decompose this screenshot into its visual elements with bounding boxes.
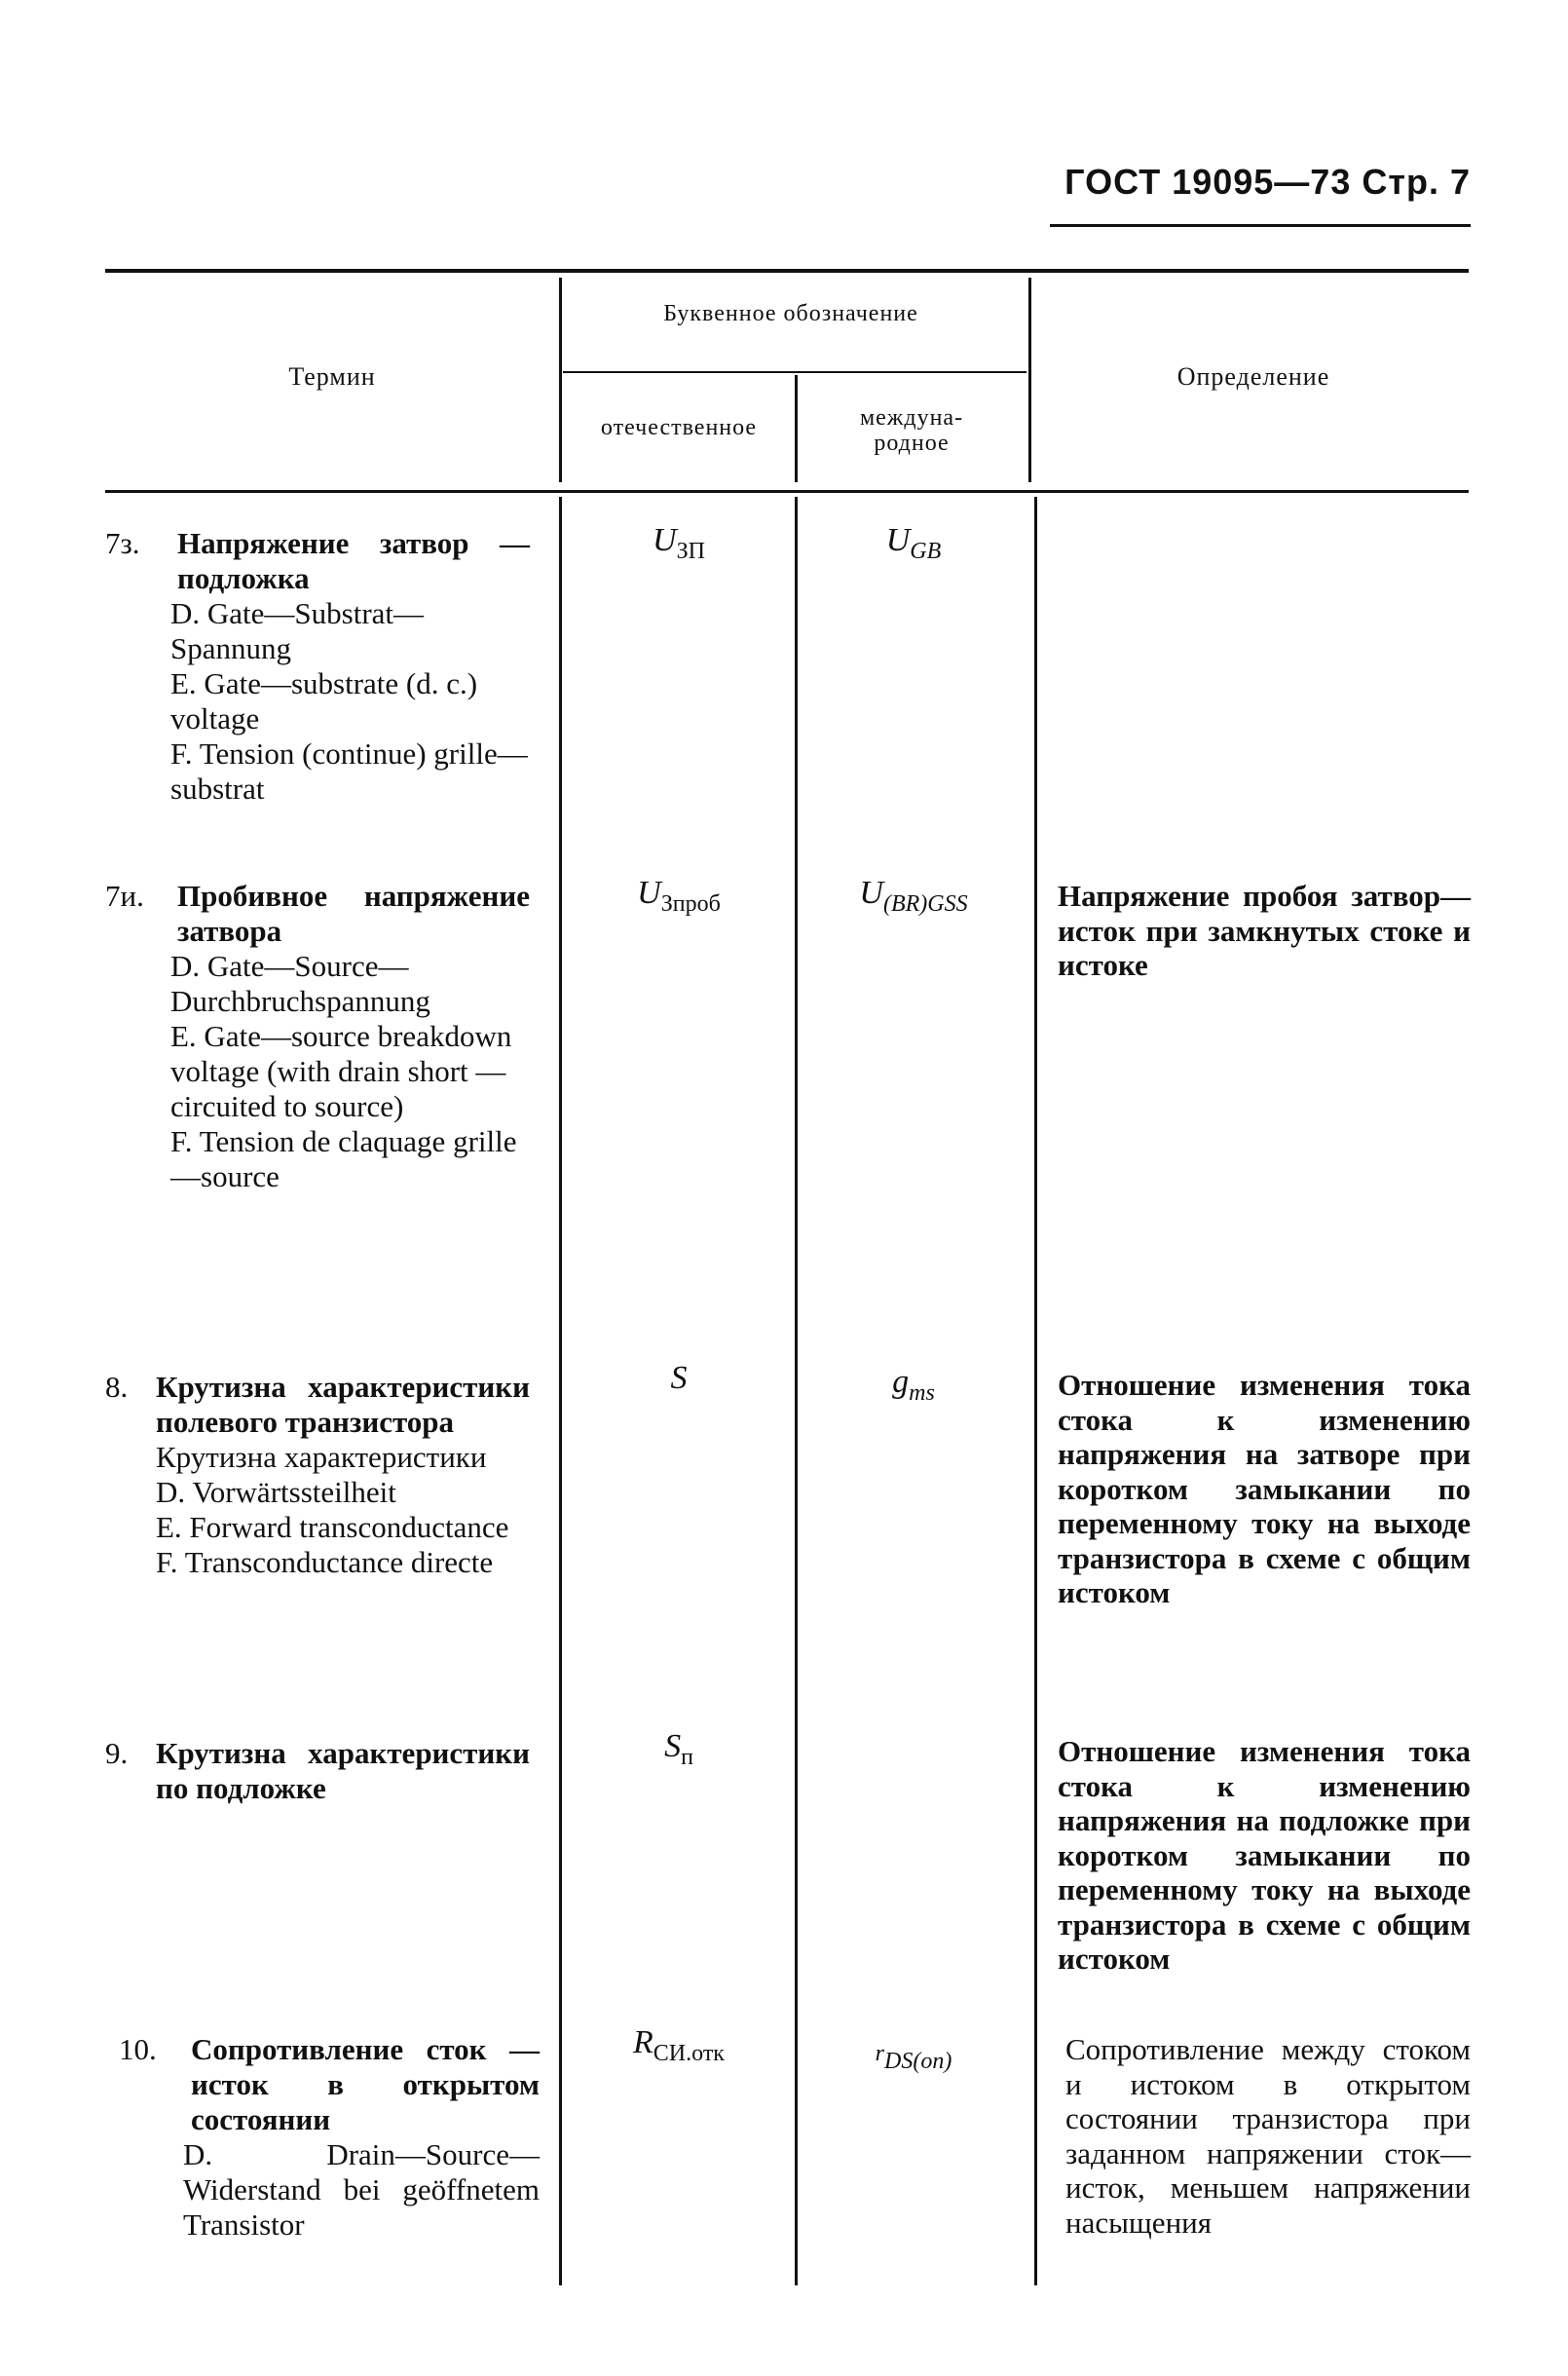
symbol-international-main: r (875, 2041, 884, 2066)
table-row (105, 526, 530, 807)
term-russian: Крутизна характеристики по подложке (156, 1736, 530, 1805)
term-english: E. Gate—substrate (d. c.) voltage (170, 666, 478, 735)
column-divider-2-body (795, 497, 798, 2285)
symbol-domestic-sub: п (681, 1744, 693, 1770)
subheader-rule (563, 371, 1027, 373)
table-top-rule (105, 269, 1469, 273)
symbol-domestic-sub: Зпроб (660, 890, 721, 917)
term-russian: Крутизна характеристики полевого транзистора (156, 1370, 530, 1439)
symbol-international (799, 875, 1028, 918)
header-domestic: отечественное (600, 415, 758, 440)
row-number: 9. (105, 1736, 129, 1770)
symbol-domestic-main: U (653, 522, 677, 558)
header-letter-designation: Буквенное обозначение (663, 301, 918, 326)
row-number: 8. (105, 1370, 129, 1404)
term-german: D. Gate—Source—Durchbruchspannung (170, 949, 430, 1018)
table-header-rule (105, 490, 1469, 493)
column-divider-1 (559, 278, 562, 482)
symbol-international-sub: ms (909, 1379, 935, 1406)
column-divider-2 (795, 375, 798, 482)
column-divider-3-body (1034, 497, 1037, 2285)
term-german: D. Drain—Source—Widerstand bei geöffnetem Transistor (183, 2137, 540, 2242)
symbol-international-main: U (885, 522, 911, 558)
symbol-domestic-main: R (633, 2024, 653, 2060)
term-russian: Пробивное напряжение затвора (177, 879, 530, 948)
term-french: F. Tension (continue) grille—substrat (170, 736, 528, 806)
page-header: ГОСТ 19095—73 Стр. 7 (1064, 162, 1471, 202)
header-definition: Определение (1176, 362, 1330, 391)
row-number: 10. (119, 2032, 157, 2066)
term-english: E. Forward transconductance (156, 1510, 509, 1544)
symbol-international (799, 1364, 1028, 1407)
symbol-domestic (563, 522, 795, 565)
symbol-international (799, 522, 1028, 565)
symbol-domestic-main: S (664, 1728, 682, 1764)
term-russian: Напряжение затвор —подложка (177, 526, 530, 595)
term-russian: Сопротивление сток —исток в открытом состоянии (191, 2032, 540, 2136)
table-row (105, 1736, 530, 1806)
term-french: F. Tension de claquage grille—source (170, 1124, 517, 1193)
symbol-domestic-main: S (670, 1360, 688, 1396)
symbol-domestic (563, 1360, 795, 1403)
symbol-domestic-main: U (637, 875, 661, 911)
table-row (105, 2032, 540, 2243)
symbol-international-sub: GB (910, 538, 942, 564)
definition-text: Сопротивление между стоком и истоком в открытом состоянии транзистора при заданном напряжении сток—исток, меньшем напряжении насыщения (1065, 2032, 1471, 2240)
symbol-domestic-sub: СИ.отк (653, 2040, 725, 2066)
symbol-international-main: U (859, 875, 883, 911)
symbol-international (799, 2032, 1028, 2075)
term-french: F. Transconductance directe (156, 1545, 494, 1579)
symbol-domestic (563, 2024, 795, 2067)
definition-text: Отношение изменения тока стока к изменению напряжения на подложке при коротком замыкании по переменному току на выходе транзистора в схеме с общим истоком (1058, 1734, 1471, 1976)
column-divider-1-body (559, 497, 562, 2285)
row-number: 7з. (105, 526, 140, 560)
table-row (105, 879, 530, 1194)
definition-text: Напряжение пробоя затвор—исток при замкнутых стоке и истоке (1058, 879, 1471, 982)
symbol-domestic-sub: ЗП (676, 538, 705, 564)
symbol-international-sub: (BR)GSS (882, 890, 968, 917)
symbol-international-sub: DS(on) (884, 2048, 952, 2074)
definition-text: Отношение изменения тока стока к изменению напряжения на затворе при коротком замыкании по переменному току на выходе транзистора в схеме с общим истоком (1058, 1368, 1471, 1609)
header-international: междуна-родное (859, 405, 964, 456)
term-german: D. Vorwärtssteilheit (156, 1475, 396, 1509)
term-synonym: Крутизна характеристики (156, 1440, 487, 1474)
symbol-domestic (563, 1728, 795, 1771)
header-underline (1050, 224, 1471, 227)
term-english: E. Gate—source breakdown voltage (with drain short —circuited to source) (170, 1019, 512, 1123)
symbol-international-main: g (892, 1364, 910, 1400)
row-number: 7и. (105, 879, 144, 913)
symbol-domestic (563, 875, 795, 918)
column-divider-3 (1028, 278, 1031, 482)
term-german: D. Gate—Substrat—Spannung (170, 596, 425, 665)
header-terms: Термин (288, 362, 376, 391)
table-row (105, 1370, 530, 1580)
